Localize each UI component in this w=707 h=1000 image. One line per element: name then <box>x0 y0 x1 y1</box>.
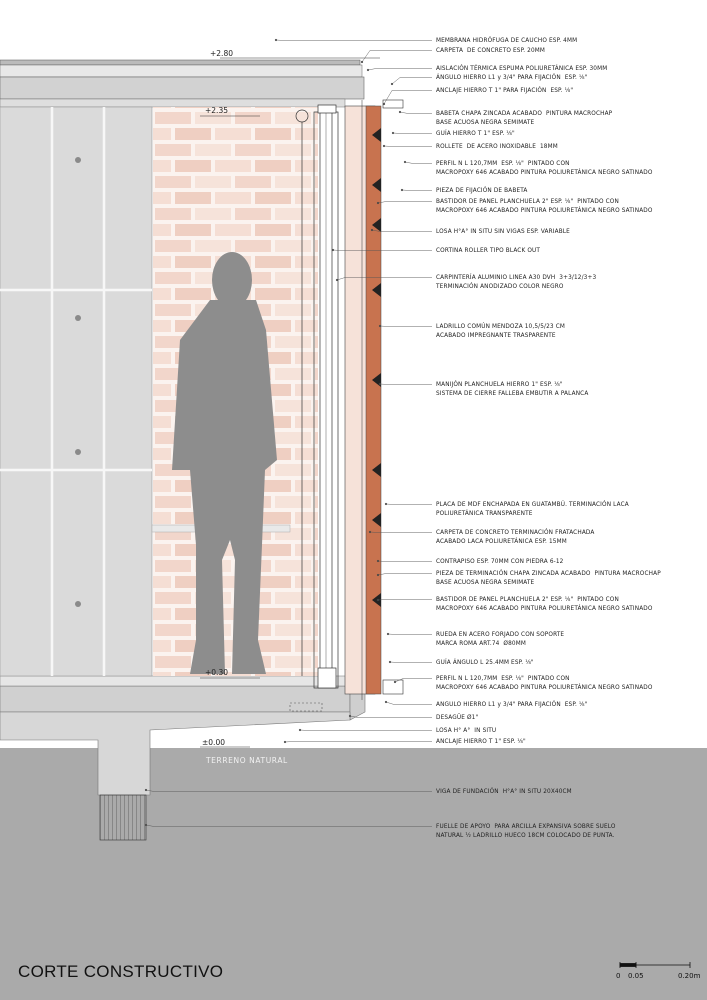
annotation-line-1: CARPINTERÍA ALUMINIO LINEA A30 DVH 3+3/12/3+3 <box>436 273 597 281</box>
annotation-line-2: ACABADO IMPREGNANTE TRASPARENTE <box>436 331 556 339</box>
leader-dot-3 <box>367 69 369 71</box>
annotation-line-1: PLACA DE MDF ENCHAPADA EN GUATAMBÚ. TERMINACIÓN LACA <box>436 500 629 508</box>
annotation-line-2: MACROPOXY 646 ACABADO PINTURA POLIURETÁNICA NEGRO SATINADO <box>436 168 653 176</box>
level-top: +2.80 <box>210 49 233 58</box>
leader-line-21 <box>378 600 432 601</box>
leader-dot-14 <box>336 279 338 281</box>
annotation-line-1: GUÍA ÁNGULO L 25.4MM ESP. ⅛" <box>436 658 534 666</box>
leader-dot-6 <box>399 111 401 113</box>
leader-dot-30 <box>145 824 147 826</box>
leader-line-3 <box>368 69 432 71</box>
annotation-22 <box>436 630 564 648</box>
leader-line-17 <box>386 504 432 505</box>
annotation-line-2: BASE ACUOSA NEGRA SEMIMATE <box>436 578 535 586</box>
leader-line-10 <box>402 190 432 191</box>
annotation-1 <box>436 36 577 45</box>
annotation-line-1: LOSA H° A° IN SITU <box>436 726 497 734</box>
annotation-25 <box>436 700 587 709</box>
annotation-line-2: NATURAL ½ LADRILLO HUECO 18CM COLOCADO DE PUNTA. <box>436 831 615 839</box>
roof-soffit <box>0 99 345 107</box>
annotation-line-2: POLIURETÁNICA TRANSPARENTE <box>436 509 533 517</box>
leader-line-7 <box>393 133 432 134</box>
annotation-line-2: MARCA ROMA ART.74 Ø80MM <box>436 639 526 647</box>
annotation-line-2: MACROPOXY 646 ACABADO PINTURA POLIURETÁNICA NEGRO SATINADO <box>436 206 653 214</box>
leader-line-9 <box>405 162 432 164</box>
annotation-line-2: BASE ACUOSA NEGRA SEMIMATE <box>436 118 535 126</box>
leader-dot-5 <box>383 103 385 105</box>
annotation-line-2: ACABADO LACA POLIURETÁNICA ESP. 15MM <box>436 537 567 545</box>
annotation-line-1: RUEDA EN ACERO FORJADO CON SOPORTE <box>436 630 565 638</box>
leader-line-4 <box>392 78 432 85</box>
leader-dot-17 <box>385 503 387 505</box>
leader-line-11 <box>378 202 432 204</box>
leader-dot-9 <box>404 161 406 163</box>
annotation-line-1: CONTRAPISO ESP. 70MM CON PIEDRA 6-12 <box>436 557 564 565</box>
annotation-20 <box>436 569 661 587</box>
leader-dot-11 <box>377 202 379 204</box>
annotation-15 <box>436 322 565 340</box>
leader-line-26 <box>350 716 432 718</box>
leader-dot-28 <box>284 741 286 743</box>
concrete-wall <box>0 107 152 676</box>
leader-dot-23 <box>389 661 391 663</box>
leader-dot-19 <box>377 560 379 562</box>
leader-dot-1 <box>275 39 277 41</box>
annotation-line-1: CORTINA ROLLER TIPO BLACK OUT <box>436 246 541 254</box>
annotation-27 <box>436 726 496 735</box>
annotation-line-1: BABETA CHAPA ZINCADA ACABADO PINTURA MACROCHAP <box>436 109 613 117</box>
annotation-23 <box>436 658 534 667</box>
leader-dot-7 <box>392 132 394 134</box>
annotation-line-1: LADRILLO COMÚN MENDOZA 10,5/5/23 CM <box>436 322 565 330</box>
scale-mid: 0.05 <box>628 972 644 980</box>
annotation-14 <box>436 273 596 291</box>
annotation-line-1: GUÍA HIERRO T 1" ESP. ⅛" <box>436 129 515 137</box>
level-floor: +0.30 <box>205 668 228 677</box>
annotation-line-1: BASTIDOR DE PANEL PLANCHUELA 2" ESP. ⅛" PINTADO CON <box>436 197 619 205</box>
leader-dot-12 <box>371 229 373 231</box>
annotation-8 <box>436 142 558 151</box>
annotation-9 <box>436 159 653 177</box>
sliding-brick-panel <box>345 100 403 700</box>
annotation-29 <box>436 787 572 796</box>
annotation-line-1: LOSA H°A° IN SITU SIN VIGAS ESP. VARIABLE <box>436 227 570 235</box>
annotation-line-1: ÁNGULO HIERRO L1 y 3/4" PARA FIJACIÓN ESP. ⅛" <box>436 73 588 81</box>
annotation-16 <box>436 380 588 398</box>
annotation-10 <box>436 186 527 195</box>
annotation-3 <box>436 64 607 73</box>
leader-dot-2 <box>361 61 363 63</box>
annotation-line-1: VIGA DE FUNDACIÓN H°A° IN SITU 20X40CM <box>436 787 572 795</box>
annotation-19 <box>436 557 563 566</box>
annotation-12 <box>436 227 570 236</box>
scale-end: 0.20m <box>678 972 701 980</box>
floor-finish <box>0 676 350 686</box>
leader-line-1 <box>276 40 432 41</box>
annotation-18 <box>436 528 594 546</box>
leader-dot-15 <box>379 325 381 327</box>
annotation-line-1: PIEZA DE FIJACIÓN DE BABETA <box>436 186 528 194</box>
leader-dot-16 <box>379 383 381 385</box>
annotation-line-1: PERFIL N L 120,7MM ESP. ⅛" PINTADO CON <box>436 674 570 682</box>
leader-dot-8 <box>383 145 385 147</box>
leader-dot-10 <box>401 189 403 191</box>
annotation-17 <box>436 500 629 518</box>
annotation-line-1: AISLACIÓN TÉRMICA ESPUMA POLIURETÁNICA ESP. 30MM <box>436 64 608 72</box>
roof-slab <box>0 77 364 99</box>
leader-line-22 <box>388 634 432 635</box>
annotation-11 <box>436 197 653 215</box>
leader-dot-29 <box>145 789 147 791</box>
annotation-line-1: CARPETA DE CONCRETO ESP. 20MM <box>436 46 546 54</box>
annotation-line-1: ANGULO HIERRO L1 y 3/4" PARA FIJACIÓN ESP. ⅛" <box>436 700 588 708</box>
roof-membrane <box>0 60 360 65</box>
annotation-line-1: DESAGÜE Ø1" <box>436 713 479 721</box>
annotation-5 <box>436 86 573 95</box>
floor-slab <box>0 686 350 712</box>
level-head: +2.35 <box>205 106 228 115</box>
leader-line-6 <box>400 112 432 114</box>
annotation-line-1: ROLLETE DE ACERO INOXIDABLE 18MM <box>436 142 558 150</box>
leader-line-15 <box>380 326 432 327</box>
annotation-line-1: PIEZA DE TERMINACIÓN CHAPA ZINCADA ACABADO PINTURA MACROCHAP <box>436 569 661 577</box>
annotation-line-1: ANCLAJE HIERRO T 1" ESP. ⅛" <box>436 737 526 745</box>
annotation-line-2: MACROPOXY 646 ACABADO PINTURA POLIURETÁNICA NEGRO SATINADO <box>436 683 653 691</box>
annotation-26 <box>436 713 478 722</box>
annotation-line-1: CARPETA DE CONCRETO TERMINACIÓN FRATACHADA <box>436 528 595 536</box>
leader-dot-21 <box>377 599 379 601</box>
annotation-28 <box>436 737 526 746</box>
annotation-line-2: MACROPOXY 646 ACABADO PINTURA POLIURETÁNICA NEGRO SATINADO <box>436 604 653 612</box>
annotation-line-1: FUELLE DE APOYO PARA ARCILLA EXPANSIVA SOBRE SUELO <box>436 822 616 830</box>
leader-line-20 <box>378 574 432 576</box>
annotation-line-1: BASTIDOR DE PANEL PLANCHUELA 2" ESP. ⅛" PINTADO CON <box>436 595 619 603</box>
foundation-bellows <box>100 795 146 840</box>
annotation-7 <box>436 129 515 138</box>
annotation-21 <box>436 595 653 613</box>
leader-line-23 <box>390 662 432 663</box>
leader-line-19 <box>378 561 432 562</box>
annotation-line-2: SISTEMA DE CIERRE FALLEBA EMBUTIR A PALANCA <box>436 389 589 397</box>
leader-dot-20 <box>377 574 379 576</box>
annotation-30 <box>436 822 616 840</box>
annotation-line-1: PERFIL N L 120,7MM ESP. ⅛" PINTADO CON <box>436 159 570 167</box>
annotation-4 <box>436 73 587 82</box>
leader-dot-26 <box>349 715 351 717</box>
leader-dot-27 <box>299 729 301 731</box>
annotation-24 <box>436 674 653 692</box>
annotation-2 <box>436 46 545 55</box>
annotation-line-1: MANIJÓN PLANCHUELA HIERRO 1" ESP. ⅛" <box>436 380 563 388</box>
leader-line-8 <box>384 146 432 147</box>
roof-insulation <box>0 65 362 77</box>
leader-line-16 <box>380 384 432 385</box>
leader-dot-22 <box>387 633 389 635</box>
leader-dot-4 <box>391 83 393 85</box>
leader-dot-13 <box>332 249 334 251</box>
leader-line-25 <box>386 702 432 705</box>
level-ground: ±0.00 <box>202 738 225 747</box>
leader-dot-18 <box>369 531 371 533</box>
annotation-6 <box>436 109 612 127</box>
annotation-line-1: MEMBRANA HIDRÓFUGA DE CAUCHO ESP. 4MM <box>436 36 578 44</box>
drawing-title: CORTE CONSTRUCTIVO <box>18 962 224 981</box>
terrain-label: TERRENO NATURAL <box>206 756 288 765</box>
annotation-13 <box>436 246 540 255</box>
leader-line-2 <box>362 51 432 63</box>
leader-dot-24 <box>394 681 396 683</box>
leader-dot-25 <box>385 701 387 703</box>
scale-zero: 0 <box>616 972 621 980</box>
annotation-line-2: TERMINACIÓN ANODIZADO COLOR NEGRO <box>436 282 564 290</box>
annotation-line-1: ANCLAJE HIERRO T 1" PARA FIJACIÓN ESP. ⅛" <box>436 86 574 94</box>
